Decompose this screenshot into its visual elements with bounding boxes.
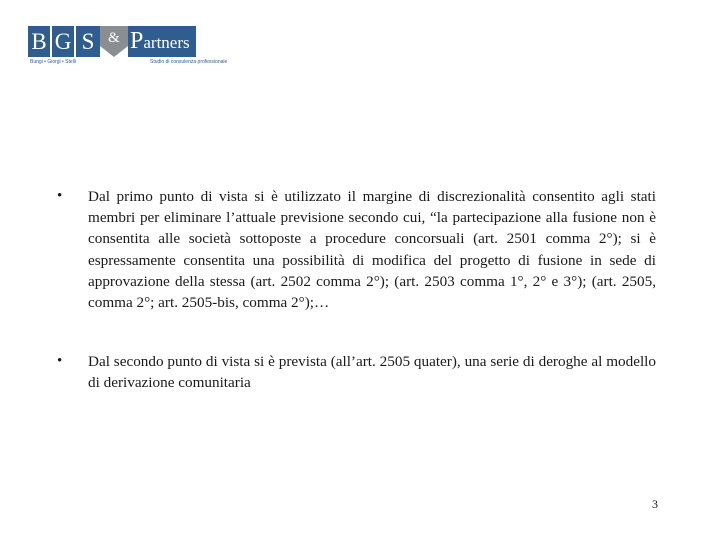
logo-partners-initial: P [130, 28, 144, 54]
bullet-item [57, 186, 656, 313]
logo-partners [128, 26, 196, 57]
bullet-text: Dal primo punto di vista si è utilizzato il margine di discrezionalità consentito agli stati membri per eliminare l’attuale previsione secondo cui, “la partecipazione alla fusione non è consentita alle società sottoposte a procedure concorsuali (art. 2501 comma 2°); si è espressamente consentita una possibilità di modifica del progetto di fusione in sede di approvazione della stessa (art. 2502 comma 2°); (art. 2503 comma 1°, 2° e 3°); (art. 2505, comma 2°; art. 2505-bis, comma 2°);… [88, 188, 656, 312]
logo-wordmark [28, 26, 196, 57]
logo-letter-s: S [76, 26, 100, 57]
logo-partners-rest: artners [143, 33, 190, 52]
logo-ampersand-shield [100, 26, 128, 57]
logo-subtitle-right: Studio di consulenza professionale [150, 59, 228, 65]
logo-letter-g: G [52, 26, 76, 57]
bullet-item [57, 351, 656, 393]
bullet-list [57, 186, 656, 394]
company-logo [28, 26, 228, 66]
logo-ampersand: & [108, 30, 120, 46]
bullet-text: Dal secondo punto di vista si è prevista (all’art. 2505 quater), una serie di deroghe al modello di derivazione comunitaria [88, 353, 656, 392]
bullet-marker: • [57, 188, 63, 204]
logo-letter-b: B [28, 26, 52, 57]
logo-subtitle-left: Bungi • Giorgi • Stelli [30, 59, 77, 65]
page-number: 3 [652, 497, 658, 511]
bullet-marker: • [57, 353, 63, 370]
